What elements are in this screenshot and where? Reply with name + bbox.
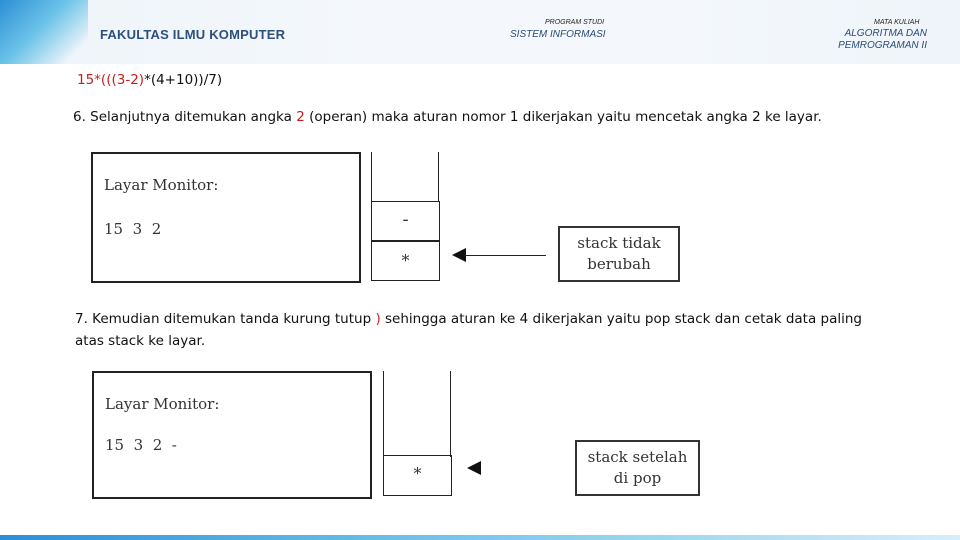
step-7-after: sehingga aturan ke 4 dikerjakan yaitu pop stack dan cetak data paling atas stack ke layar. <box>75 311 862 349</box>
label-2-line2: di pop <box>613 469 662 487</box>
course-name <box>838 28 927 52</box>
course-name-line2: PEMROGRAMAN II <box>838 40 927 51</box>
expression-highlight: ((3-2) <box>106 72 145 88</box>
expression <box>77 72 222 88</box>
monitor-title-2: Layar Monitor: <box>105 395 220 413</box>
footer-bar <box>0 535 960 540</box>
monitor-values-1: 15 3 2 <box>104 220 162 238</box>
step-7-highlight: ) <box>375 311 381 327</box>
monitor-box-2 <box>92 371 372 499</box>
step-6-highlight: 2 <box>296 109 305 125</box>
step-7-text <box>75 308 895 352</box>
stack-1-top-cell: - <box>371 201 440 242</box>
arrow-1-line <box>464 255 546 256</box>
program-name: SISTEM INFORMASI <box>510 29 606 40</box>
label-2-line1: stack setelah <box>587 448 688 466</box>
faculty-title: FAKULTAS ILMU KOMPUTER <box>100 27 286 42</box>
step-6-after: (operan) maka aturan nomor 1 dikerjakan yaitu mencetak angka 2 ke layar. <box>304 109 822 125</box>
monitor-title-1: Layar Monitor: <box>104 176 219 194</box>
expression-prefix: 15*( <box>77 72 107 88</box>
step-6-text <box>73 106 822 128</box>
header-accent-graphic <box>0 0 88 64</box>
label-1-line1: stack tidak <box>577 234 661 252</box>
expression-suffix: *(4+10))/7) <box>144 72 223 88</box>
program-caption: PROGRAM STUDI <box>545 19 605 26</box>
stack-1-rail-right <box>438 152 439 202</box>
step-6-before: 6. Selanjutnya ditemukan angka <box>73 109 297 125</box>
course-caption: MATA KULIAH <box>874 19 920 26</box>
monitor-values-2: 15 3 2 - <box>105 436 177 454</box>
arrow-2-head <box>467 461 481 475</box>
stack-2-rail-left <box>383 371 384 457</box>
stack-2-rail-right <box>450 371 451 457</box>
stack-2-bottom-cell: * <box>383 455 452 496</box>
label-box-1 <box>558 226 680 282</box>
course-name-line1: ALGORITMA DAN <box>844 28 927 39</box>
stack-1-bottom-cell: * <box>371 240 440 281</box>
label-box-2 <box>575 440 700 496</box>
stack-1-rail-left <box>371 152 372 202</box>
slide-header <box>0 0 960 64</box>
monitor-box-1 <box>91 152 361 283</box>
step-7-before: 7. Kemudian ditemukan tanda kurung tutup <box>75 311 376 327</box>
label-1-line2: berubah <box>587 255 651 273</box>
